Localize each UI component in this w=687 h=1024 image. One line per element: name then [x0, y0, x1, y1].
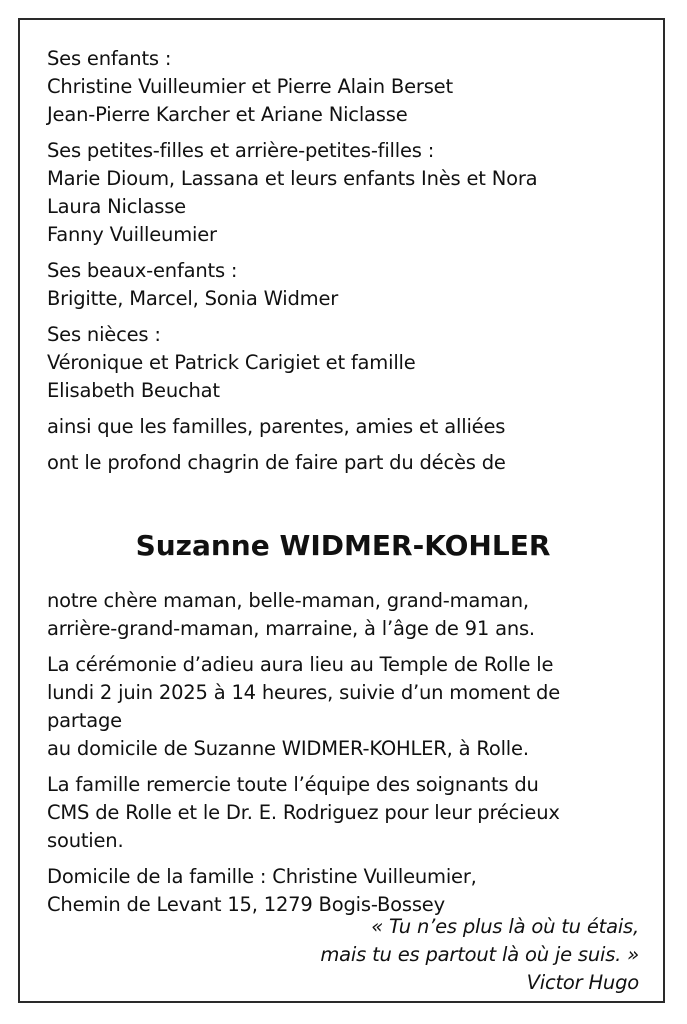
thanks-section [47, 771, 647, 855]
stepchildren-heading: Ses beaux-enfants : [47, 259, 238, 282]
stepchildren-line: Brigitte, Marcel, Sonia Widmer [47, 287, 339, 310]
description-section [47, 587, 647, 643]
grandchildren-line: Marie Dioum, Lassana et leurs enfants Inès et Nora [47, 167, 538, 190]
thanks-line: CMS de Rolle et le Dr. E. Rodriguez pour leur précieux [47, 801, 560, 824]
stepchildren-section [47, 257, 647, 313]
grandchildren-line: Laura Niclasse [47, 195, 186, 218]
closing-quote [320, 913, 639, 997]
announcement-text: ont le profond chagrin de faire part du décès de [47, 451, 506, 474]
nieces-heading: Ses nièces : [47, 323, 161, 346]
children-section [47, 45, 647, 129]
children-heading: Ses enfants : [47, 47, 172, 70]
grandchildren-heading: Ses petites-filles et arrière-petites-filles : [47, 139, 435, 162]
families-text: ainsi que les familles, parentes, amies et alliées [47, 415, 506, 438]
ceremony-line: au domicile de Suzanne WIDMER-KOHLER, à Rolle. [47, 737, 529, 760]
children-line: Jean-Pierre Karcher et Ariane Niclasse [47, 103, 408, 126]
address-line: Domicile de la famille : Christine Vuilleumier, [47, 865, 477, 888]
grandchildren-section [47, 137, 647, 249]
ceremony-line: La cérémonie d’adieu aura lieu au Temple de Rolle le [47, 653, 554, 676]
address-section [47, 863, 647, 919]
nieces-section [47, 321, 647, 405]
quote-line: mais tu es partout là où je suis. » [320, 943, 639, 966]
description-line: notre chère maman, belle-maman, grand-maman, [47, 589, 529, 612]
announcement-line [47, 449, 647, 477]
thanks-line: La famille remercie toute l’équipe des soignants du [47, 773, 539, 796]
obituary-content [47, 45, 647, 927]
nieces-line: Véronique et Patrick Carigiet et famille [47, 351, 416, 374]
quote-author: Victor Hugo [526, 971, 639, 994]
deceased-name: Suzanne WIDMER-KOHLER [135, 529, 551, 562]
ceremony-section [47, 651, 647, 763]
grandchildren-line: Fanny Vuilleumier [47, 223, 217, 246]
nieces-line: Elisabeth Beuchat [47, 379, 220, 402]
address-line: Chemin de Levant 15, 1279 Bogis-Bossey [47, 893, 445, 916]
thanks-line: soutien. [47, 829, 124, 852]
families-line [47, 413, 647, 441]
ceremony-line: partage [47, 709, 122, 732]
description-line: arrière-grand-maman, marraine, à l’âge de 91 ans. [47, 617, 535, 640]
quote-line: « Tu n’es plus là où tu étais, [371, 915, 639, 938]
ceremony-line: lundi 2 juin 2025 à 14 heures, suivie d’un moment de [47, 681, 561, 704]
children-line: Christine Vuilleumier et Pierre Alain Berset [47, 75, 453, 98]
